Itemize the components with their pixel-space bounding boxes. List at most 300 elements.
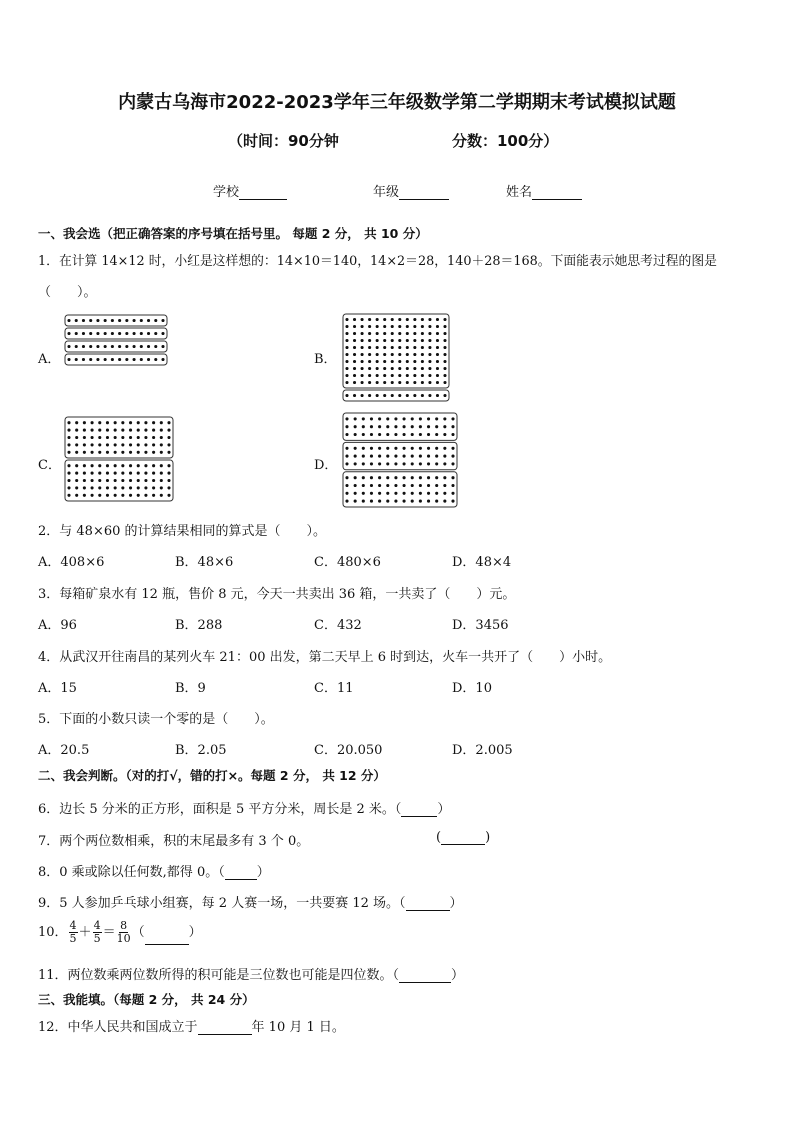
dot	[394, 492, 397, 495]
name-field[interactable]	[506, 181, 582, 200]
dot	[436, 394, 439, 397]
dot	[83, 451, 86, 454]
dot	[104, 332, 107, 335]
dot	[98, 479, 101, 482]
dot	[378, 433, 381, 436]
dot	[361, 381, 364, 384]
dot	[368, 325, 371, 328]
dot	[167, 479, 170, 482]
dot	[376, 374, 379, 377]
name-label: 姓名	[506, 185, 533, 200]
dot	[167, 486, 170, 489]
dot	[345, 394, 348, 397]
dot	[370, 484, 373, 487]
dot	[75, 451, 78, 454]
dot	[394, 447, 397, 450]
question-6-text: 6．边长 5 分米的正方形，面积是 5 平方分米，周长是 2 米。（	[38, 802, 402, 817]
dot	[353, 374, 356, 377]
q1-figure-a-dot-grid	[64, 314, 170, 398]
dot	[160, 421, 163, 424]
dot	[376, 367, 379, 370]
q9-answer-blank[interactable]	[406, 897, 450, 911]
dot	[386, 476, 389, 479]
dot	[167, 429, 170, 432]
dot	[411, 417, 414, 420]
dot	[413, 318, 416, 321]
dot	[67, 436, 70, 439]
dot	[147, 319, 150, 322]
fraction-8-10: $\frac{8}{10}$	[116, 919, 131, 945]
q8-close-paren: ）	[256, 865, 270, 880]
dot	[435, 492, 438, 495]
dot	[83, 494, 86, 497]
question-7-text: 7．两个两位数相乘，积的末尾最多有 3 个 0。	[38, 834, 310, 849]
dot	[421, 367, 424, 370]
q1-figure-b-dot-grid	[342, 313, 452, 401]
dot	[111, 345, 114, 348]
dot	[383, 353, 386, 356]
dot	[435, 462, 438, 465]
dot	[435, 447, 438, 450]
dot	[160, 443, 163, 446]
dot	[345, 455, 348, 458]
dot	[376, 394, 379, 397]
grade-label: 年级	[373, 185, 400, 200]
dot	[106, 479, 109, 482]
dot	[129, 421, 132, 424]
dot	[383, 360, 386, 363]
dot	[129, 479, 132, 482]
dot	[428, 325, 431, 328]
dot	[443, 325, 446, 328]
dot	[140, 345, 143, 348]
dot	[411, 455, 414, 458]
dot	[98, 472, 101, 475]
q9-close-paren: ）	[449, 896, 463, 911]
dot	[354, 433, 357, 436]
q1-option-b-label[interactable]: B．	[314, 352, 337, 367]
q3-option-b[interactable]: B．288	[175, 618, 223, 633]
q10-close-paren: ）	[188, 925, 202, 940]
dot	[361, 325, 364, 328]
dot	[419, 433, 422, 436]
dot	[140, 332, 143, 335]
dot	[436, 381, 439, 384]
dot-block-b-1	[343, 314, 449, 388]
dot	[75, 319, 78, 322]
dot	[353, 346, 356, 349]
dot	[345, 339, 348, 342]
dot	[370, 447, 373, 450]
dot	[406, 353, 409, 356]
dot	[413, 339, 416, 342]
dot	[106, 464, 109, 467]
dot	[391, 346, 394, 349]
q4-option-d[interactable]: D．10	[452, 681, 492, 696]
dot	[403, 417, 406, 420]
dot	[67, 472, 70, 475]
dot	[83, 464, 86, 467]
dot	[144, 486, 147, 489]
dot	[391, 394, 394, 397]
dot	[67, 443, 70, 446]
question-6	[38, 798, 450, 817]
dot	[443, 367, 446, 370]
dot	[394, 417, 397, 420]
dot	[167, 451, 170, 454]
dot	[98, 464, 101, 467]
dot	[129, 472, 132, 475]
dot	[98, 494, 101, 497]
dot	[111, 358, 114, 361]
dot	[161, 319, 164, 322]
dot	[137, 472, 140, 475]
dot	[67, 479, 70, 482]
dot	[376, 332, 379, 335]
dot	[386, 462, 389, 465]
dot	[451, 462, 454, 465]
dot	[451, 425, 454, 428]
dot	[370, 462, 373, 465]
dot	[137, 464, 140, 467]
dot	[106, 443, 109, 446]
dot	[345, 462, 348, 465]
q3-option-d[interactable]: D．3456	[452, 618, 509, 633]
dot	[403, 476, 406, 479]
dot	[98, 436, 101, 439]
dot	[378, 484, 381, 487]
dot	[403, 447, 406, 450]
q4-option-b[interactable]: B．9	[175, 681, 206, 696]
dot	[152, 436, 155, 439]
dot	[419, 455, 422, 458]
dot	[137, 486, 140, 489]
dot	[436, 332, 439, 335]
dot	[118, 358, 121, 361]
dot	[378, 425, 381, 428]
question-9-text: 9．5 人参加乒乓球小组赛，每 2 人赛一场，一共要赛 12 场。（	[38, 896, 406, 911]
dot	[89, 332, 92, 335]
school-field[interactable]	[213, 181, 287, 200]
dot	[419, 492, 422, 495]
dot	[67, 429, 70, 432]
dot	[427, 417, 430, 420]
dot	[106, 429, 109, 432]
dot	[345, 360, 348, 363]
dot	[154, 319, 157, 322]
dot	[421, 374, 424, 377]
dot	[368, 394, 371, 397]
dot-block-c-1	[65, 417, 173, 458]
dot	[137, 451, 140, 454]
dot	[91, 464, 94, 467]
fraction-4-5-b: $\frac{4}{5}$	[93, 919, 101, 945]
dot	[391, 360, 394, 363]
q11-answer-blank[interactable]	[399, 969, 451, 983]
dot	[383, 339, 386, 342]
dot	[376, 381, 379, 384]
section-3-heading: 三、我能填。（每题 2 分， 共 24 分）	[38, 992, 255, 1007]
dot	[354, 455, 357, 458]
dot	[160, 436, 163, 439]
dot	[391, 325, 394, 328]
dot	[394, 476, 397, 479]
dot	[144, 494, 147, 497]
dot	[67, 319, 70, 322]
dot	[411, 476, 414, 479]
dot	[121, 429, 124, 432]
name-blank[interactable]	[532, 185, 582, 200]
q12-answer-blank[interactable]	[198, 1021, 252, 1035]
q1-option-a-label[interactable]: A．	[38, 352, 61, 367]
dot	[118, 345, 121, 348]
dot	[361, 346, 364, 349]
dot	[361, 360, 364, 363]
dot	[104, 358, 107, 361]
dot	[419, 462, 422, 465]
dot	[406, 360, 409, 363]
dot	[413, 325, 416, 328]
dot-block-c-2	[65, 460, 173, 501]
section-2-heading: 二、我会判断。（对的打√，错的打×。每题 2 分， 共 12 分）	[38, 768, 386, 783]
q1-figure-c-dot-grid	[64, 416, 176, 506]
dot	[428, 374, 431, 377]
dot	[121, 421, 124, 424]
dot	[160, 479, 163, 482]
q4-option-c[interactable]: C．11	[314, 681, 354, 696]
dot-block-d-1	[343, 413, 457, 440]
dot	[75, 436, 78, 439]
dot	[118, 332, 121, 335]
dot	[411, 500, 414, 503]
dot	[451, 417, 454, 420]
dot	[152, 421, 155, 424]
dot	[362, 417, 365, 420]
dot	[98, 443, 101, 446]
q10-open-paren: （	[131, 925, 145, 940]
dot	[362, 433, 365, 436]
q1-option-c-label[interactable]: C．	[38, 458, 61, 473]
dot	[345, 381, 348, 384]
dot	[428, 346, 431, 349]
dot	[167, 443, 170, 446]
dot	[152, 472, 155, 475]
dot	[137, 429, 140, 432]
dot	[144, 429, 147, 432]
dot	[167, 464, 170, 467]
dot	[451, 500, 454, 503]
question-5-text: 5．下面的小数只读一个零的是（ ）。	[38, 712, 274, 727]
dot	[354, 476, 357, 479]
q2-option-b[interactable]: B．48×6	[175, 555, 234, 570]
dot	[368, 374, 371, 377]
dot	[361, 318, 364, 321]
dot	[111, 332, 114, 335]
dot	[436, 325, 439, 328]
dot	[75, 464, 78, 467]
q3-option-c[interactable]: C．432	[314, 618, 362, 633]
dot	[125, 345, 128, 348]
question-11	[38, 964, 464, 983]
q8-answer-blank[interactable]	[225, 866, 257, 880]
dot	[383, 318, 386, 321]
dot	[144, 436, 147, 439]
dot	[75, 332, 78, 335]
q5-option-d[interactable]: D．2.005	[452, 743, 513, 758]
dot	[354, 492, 357, 495]
dot	[114, 464, 117, 467]
dot	[443, 353, 446, 356]
dot	[394, 500, 397, 503]
dot	[370, 417, 373, 420]
dot	[376, 360, 379, 363]
dot	[428, 381, 431, 384]
dot	[411, 492, 414, 495]
q5-option-c[interactable]: C．20.050	[314, 743, 383, 758]
dot	[91, 472, 94, 475]
dot	[354, 417, 357, 420]
dot	[144, 472, 147, 475]
dot	[91, 436, 94, 439]
dot-block-a-3	[65, 341, 167, 352]
dot	[362, 500, 365, 503]
dot	[354, 447, 357, 450]
dot	[167, 436, 170, 439]
q4-option-a[interactable]: A．15	[38, 681, 77, 696]
dot	[345, 417, 348, 420]
dot	[386, 500, 389, 503]
dot	[75, 429, 78, 432]
dot-block-a-1	[65, 315, 167, 326]
q7-answer: ( )	[436, 830, 491, 845]
q5-option-b[interactable]: B．2.05	[175, 743, 227, 758]
q7-answer-blank[interactable]	[441, 831, 485, 845]
dot	[398, 360, 401, 363]
dot	[427, 447, 430, 450]
q3-option-a[interactable]: A．96	[38, 618, 77, 633]
dot	[413, 332, 416, 335]
dot	[435, 484, 438, 487]
dot	[443, 462, 446, 465]
dot	[91, 429, 94, 432]
dot	[428, 339, 431, 342]
dot	[421, 394, 424, 397]
dot	[129, 443, 132, 446]
dot	[419, 417, 422, 420]
section-1-heading: 一、我会选（把正确答案的序号填在括号里。 每题 2 分， 共 10 分）	[38, 226, 428, 241]
dot	[443, 318, 446, 321]
dot	[98, 429, 101, 432]
question-9	[38, 892, 463, 911]
dot	[394, 433, 397, 436]
dot	[383, 367, 386, 370]
grade-blank[interactable]	[399, 185, 449, 200]
dot	[391, 374, 394, 377]
dot	[96, 319, 99, 322]
q2-option-d[interactable]: D．48×4	[452, 555, 512, 570]
dot	[106, 472, 109, 475]
grade-field[interactable]	[373, 181, 449, 200]
dot	[391, 318, 394, 321]
dot	[421, 318, 424, 321]
dot	[147, 345, 150, 348]
dot	[91, 451, 94, 454]
dot	[345, 318, 348, 321]
dot	[451, 433, 454, 436]
dot	[443, 500, 446, 503]
dot	[154, 345, 157, 348]
q1-option-d-label[interactable]: D．	[314, 458, 338, 473]
school-blank[interactable]	[239, 185, 287, 200]
dot	[361, 367, 364, 370]
dot	[345, 346, 348, 349]
dot	[413, 381, 416, 384]
dot	[98, 421, 101, 424]
dot	[376, 325, 379, 328]
dot	[361, 353, 364, 356]
q2-option-a[interactable]: A．408×6	[38, 555, 105, 570]
dot	[83, 429, 86, 432]
q10-answer-blank[interactable]	[145, 931, 189, 945]
dot	[83, 486, 86, 489]
dot	[106, 494, 109, 497]
dot-block-a-4	[65, 354, 167, 365]
dot	[391, 381, 394, 384]
dot	[370, 455, 373, 458]
dot	[75, 443, 78, 446]
fraction-4-5-a: $\frac{4}{5}$	[69, 919, 77, 945]
dot	[427, 476, 430, 479]
dot	[362, 484, 365, 487]
dot	[428, 318, 431, 321]
dot	[383, 381, 386, 384]
dot	[368, 318, 371, 321]
dot	[428, 360, 431, 363]
dot	[435, 417, 438, 420]
dot	[383, 394, 386, 397]
dot	[436, 318, 439, 321]
dot	[133, 319, 136, 322]
dot	[427, 500, 430, 503]
dot	[436, 353, 439, 356]
dot	[378, 455, 381, 458]
dot	[152, 486, 155, 489]
dot	[160, 451, 163, 454]
dot	[443, 339, 446, 342]
q11-close-paren: ）	[451, 968, 465, 983]
dot	[82, 358, 85, 361]
dot	[83, 479, 86, 482]
dot	[118, 319, 121, 322]
dot	[435, 433, 438, 436]
dot	[376, 353, 379, 356]
dot	[436, 367, 439, 370]
dot	[167, 494, 170, 497]
q2-option-c[interactable]: C．480×6	[314, 555, 381, 570]
dot	[391, 332, 394, 335]
dot	[406, 339, 409, 342]
dot	[413, 394, 416, 397]
dot	[413, 367, 416, 370]
dot	[443, 381, 446, 384]
q6-answer-blank[interactable]	[401, 803, 437, 817]
dot	[137, 443, 140, 446]
dot	[435, 425, 438, 428]
question-3-text: 3．每箱矿泉水有 12 瓶，售价 8 元，今天一共卖出 36 箱，一共卖了（ ）元。	[38, 587, 516, 602]
q5-option-a[interactable]: A．20.5	[38, 743, 90, 758]
dot	[129, 486, 132, 489]
dot	[83, 443, 86, 446]
